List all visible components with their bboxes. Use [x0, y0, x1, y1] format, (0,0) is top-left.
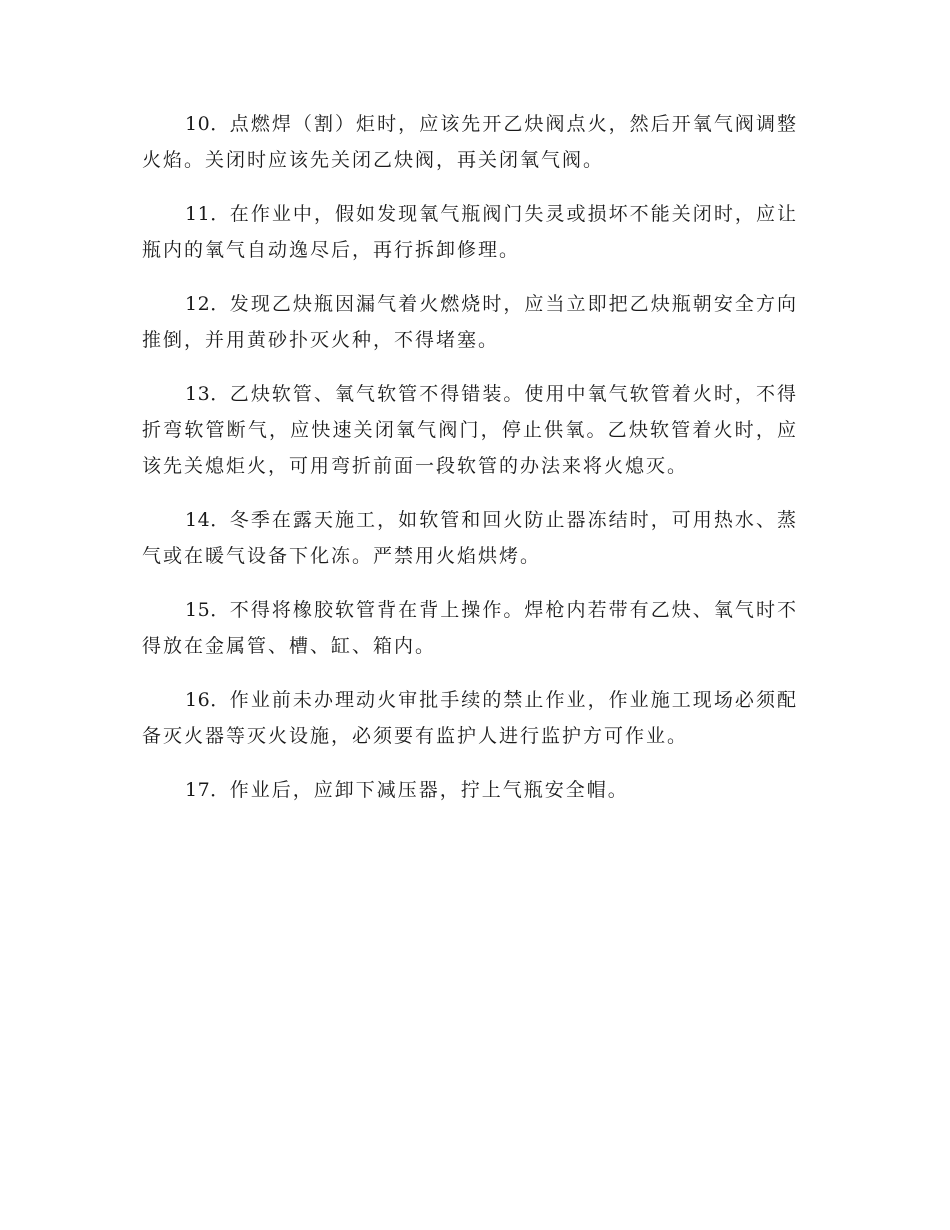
item-number: 17．: [185, 779, 230, 801]
item-text: 发现乙炔瓶因漏气着火燃烧时，应当立即把乙炔瓶朝安全方向推倒，并用黄砂扑灭火种，不得堵塞。: [142, 293, 798, 351]
paragraph-16: [142, 682, 798, 754]
paragraph-15: [142, 592, 798, 664]
item-text: 不得将橡胶软管背在背上操作。焊枪内若带有乙炔、氧气时不得放在金属管、槽、缸、箱内。: [142, 599, 798, 657]
paragraph-11: [142, 196, 798, 268]
paragraph-14: [142, 502, 798, 574]
paragraph-13: [142, 376, 798, 484]
item-number: 10．: [185, 113, 230, 135]
item-number: 12．: [185, 293, 230, 315]
document-body: [142, 106, 798, 826]
item-text: 冬季在露天施工，如软管和回火防止器冻结时，可用热水、蒸气或在暖气设备下化冻。严禁用火焰烘烤。: [142, 509, 798, 567]
item-text: 在作业中，假如发现氧气瓶阀门失灵或损坏不能关闭时，应让瓶内的氧气自动逸尽后，再行拆卸修理。: [142, 203, 798, 261]
paragraph-12: [142, 286, 798, 358]
paragraph-17: [142, 772, 798, 808]
item-text: 作业前未办理动火审批手续的禁止作业，作业施工现场必须配备灭火器等灭火设施，必须要有监护人进行监护方可作业。: [142, 689, 798, 747]
item-number: 13．: [185, 383, 230, 405]
item-text: 点燃焊（割）炬时，应该先开乙炔阀点火，然后开氧气阀调整火焰。关闭时应该先关闭乙炔阀，再关闭氧气阀。: [142, 113, 798, 171]
item-number: 15．: [185, 599, 230, 621]
item-number: 11．: [185, 203, 230, 225]
item-number: 14．: [185, 509, 230, 531]
item-number: 16．: [185, 689, 230, 711]
item-text: 乙炔软管、氧气软管不得错装。使用中氧气软管着火时，不得折弯软管断气，应快速关闭氧气阀门，停止供氧。乙炔软管着火时，应该先关熄炬火，可用弯折前面一段软管的办法来将火熄灭。: [142, 383, 798, 477]
item-text: 作业后，应卸下减压器，拧上气瓶安全帽。: [229, 779, 629, 801]
paragraph-10: [142, 106, 798, 178]
